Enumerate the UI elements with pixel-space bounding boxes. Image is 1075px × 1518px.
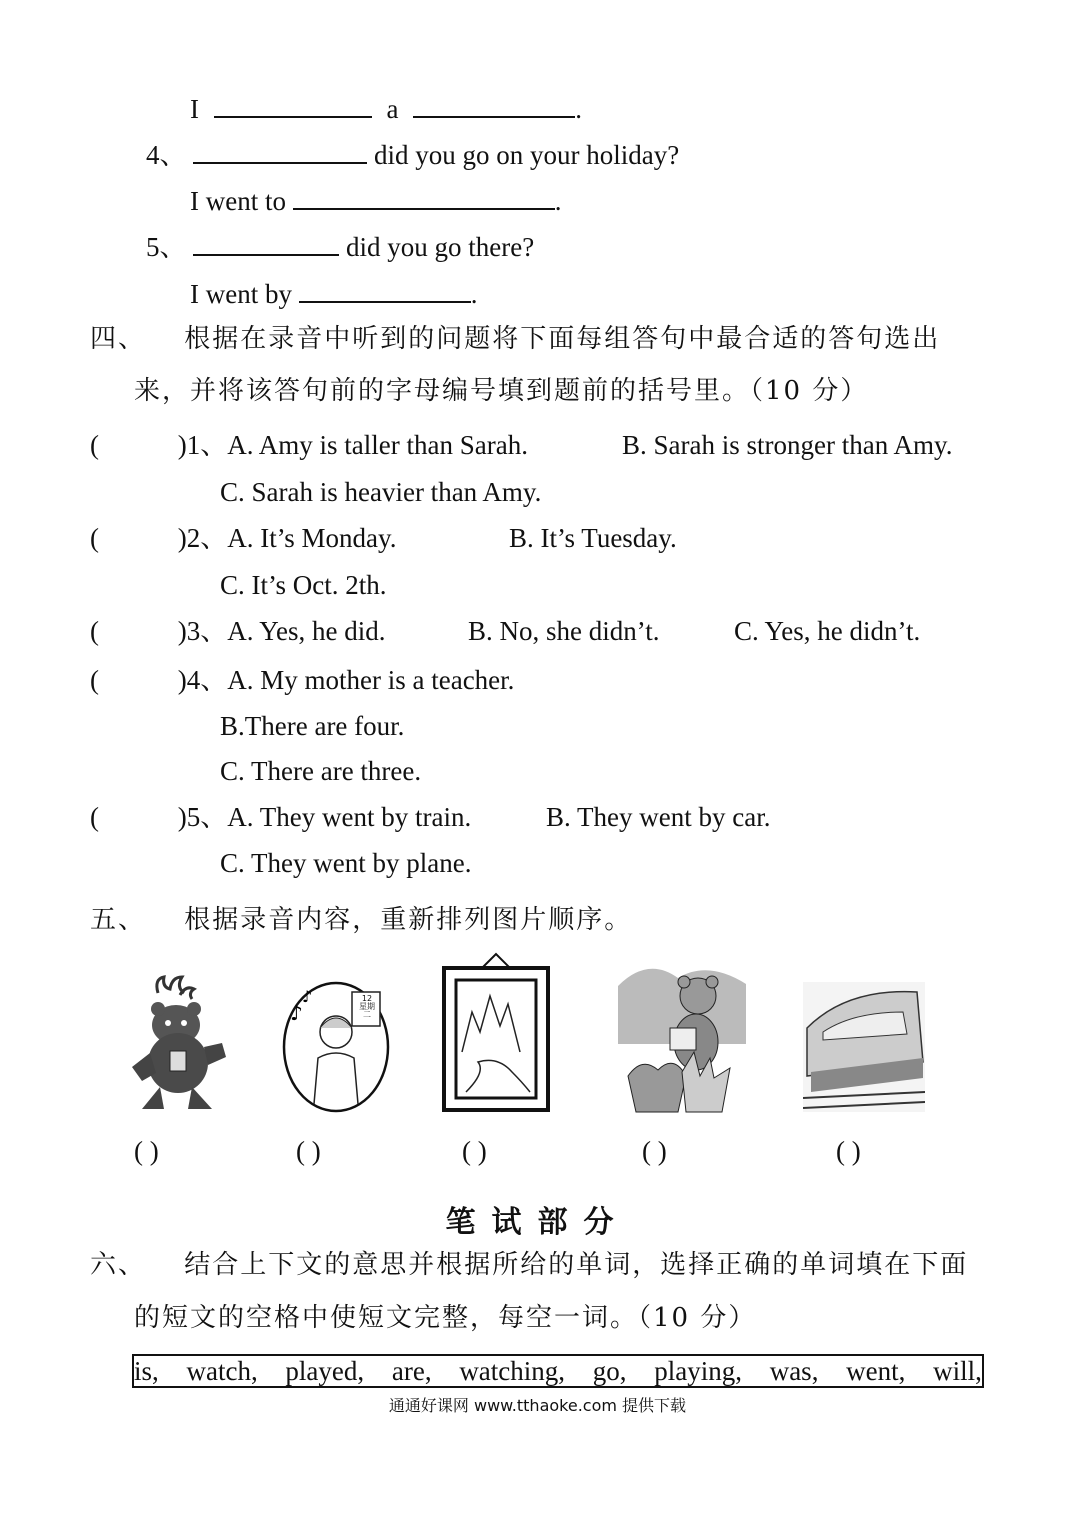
word-bank-item: was,: [769, 1355, 819, 1386]
q3-word-i: I: [190, 94, 199, 124]
q4-answer: I went to .: [190, 186, 562, 216]
answer-paren-open[interactable]: (: [90, 430, 99, 460]
calendar-weekday: 星期二: [359, 1002, 375, 1019]
word-bank-item: watch,: [186, 1355, 258, 1386]
picture-1-answer[interactable]: ( ): [134, 1136, 159, 1166]
q5-number: 5、: [146, 232, 187, 262]
q3-blank-1[interactable]: [214, 96, 372, 118]
word-bank-item: went,: [846, 1355, 906, 1386]
section6-heading: 六、 结合上下文的意思并根据所给的单词，选择正确的单词填在下面: [90, 1250, 969, 1280]
answer-paren-open[interactable]: (: [90, 665, 99, 695]
calendar-label: [357, 995, 377, 1019]
s4-item-3-option-c: C. Yes, he didn’t.: [734, 616, 921, 646]
s4-item-4-option-c: C. There are three.: [220, 756, 422, 786]
framed-painting-picture: [442, 952, 550, 1112]
s4-item-5: ( )5、A. They went by train.: [90, 802, 472, 832]
word-bank-box: [132, 1354, 984, 1388]
section6-number: 六、: [90, 1250, 147, 1280]
option-a: A. My mother is a teacher.: [227, 665, 515, 695]
svg-text:♪: ♪: [302, 987, 313, 1006]
angry-bear-picture: [130, 975, 226, 1113]
s4-item-5-option-b: B. They went by car.: [546, 802, 771, 832]
section4-number: 四、: [90, 324, 147, 354]
q5-question: 5、 did you go there?: [146, 232, 535, 262]
q5-answer: I went by .: [190, 279, 478, 309]
q3-word-a: a: [386, 94, 399, 124]
option-a: A. It’s Monday.: [227, 523, 397, 553]
q5-blank-2[interactable]: [299, 281, 471, 303]
svg-text:♪: ♪: [290, 1001, 303, 1025]
s4-item-3: ( )3、A. Yes, he did.: [90, 616, 386, 646]
s4-item-2: ( )2、A. It’s Monday.: [90, 523, 397, 553]
word-bank-item: watching,: [459, 1355, 566, 1386]
q4-number: 4、: [146, 140, 187, 170]
option-a: A. Amy is taller than Sarah.: [227, 430, 528, 460]
word-bank-item: will,: [933, 1355, 982, 1386]
q3-blank-2[interactable]: [413, 96, 575, 118]
bear-watering-flowers-picture: [618, 966, 746, 1114]
word-bank-item: go,: [592, 1355, 627, 1386]
s4-item-4-option-b: B.There are four.: [220, 711, 405, 741]
q4-question: 4、 did you go on your holiday?: [146, 140, 680, 170]
section6-heading-line2: 的短文的空格中使短文完整，每空一词。（10 分）: [134, 1303, 757, 1333]
answer-paren-open[interactable]: (: [90, 523, 99, 553]
word-bank-item: playing,: [654, 1355, 742, 1386]
q4-blank-2[interactable]: [293, 188, 555, 210]
word-bank-item: are,: [391, 1355, 432, 1386]
option-a: A. They went by train.: [227, 802, 472, 832]
s4-item-5-option-c: C. They went by plane.: [220, 848, 472, 878]
s4-item-1-option-b: B. Sarah is stronger than Amy.: [622, 430, 953, 460]
calendar-day: 12: [361, 994, 373, 1003]
s4-item-4: ( )4、A. My mother is a teacher.: [90, 665, 515, 695]
q5-blank-1[interactable]: [193, 234, 339, 256]
picture-4-answer[interactable]: ( ): [642, 1136, 667, 1166]
s4-item-2-option-c: C. It’s Oct. 2th.: [220, 570, 387, 600]
section4-heading-line2: 来，并将该答句前的字母编号填到题前的括号里。（10 分）: [134, 376, 869, 406]
answer-paren-open[interactable]: (: [90, 802, 99, 832]
picture-2-answer[interactable]: ( ): [296, 1136, 321, 1166]
s4-item-2-option-b: B. It’s Tuesday.: [509, 523, 677, 553]
page-footer: 通通好课网 www.tthaoke.com 提供下载: [388, 1396, 687, 1415]
s4-item-1: ( )1、A. Amy is taller than Sarah.: [90, 430, 528, 460]
train-picture: [803, 972, 925, 1112]
s4-item-1-option-c: C. Sarah is heavier than Amy.: [220, 477, 542, 507]
written-part-title: 笔试部分: [445, 1205, 630, 1240]
word-bank-item: played,: [285, 1355, 365, 1386]
word-bank-item: is,: [134, 1355, 159, 1386]
picture-3-answer[interactable]: ( ): [462, 1136, 487, 1166]
answer-paren-open[interactable]: (: [90, 616, 99, 646]
q4-blank-1[interactable]: [193, 142, 367, 164]
section5-heading: 五、 根据录音内容，重新排列图片顺序。: [90, 905, 633, 935]
s4-item-3-option-b: B. No, she didn’t.: [468, 616, 660, 646]
section4-heading: 四、 根据在录音中听到的问题将下面每组答句中最合适的答句选出: [90, 324, 941, 354]
option-a: A. Yes, he did.: [227, 616, 386, 646]
picture-5-answer[interactable]: ( ): [836, 1136, 861, 1166]
section5-number: 五、: [90, 905, 147, 935]
q3-answer-line: I a .: [190, 94, 582, 124]
